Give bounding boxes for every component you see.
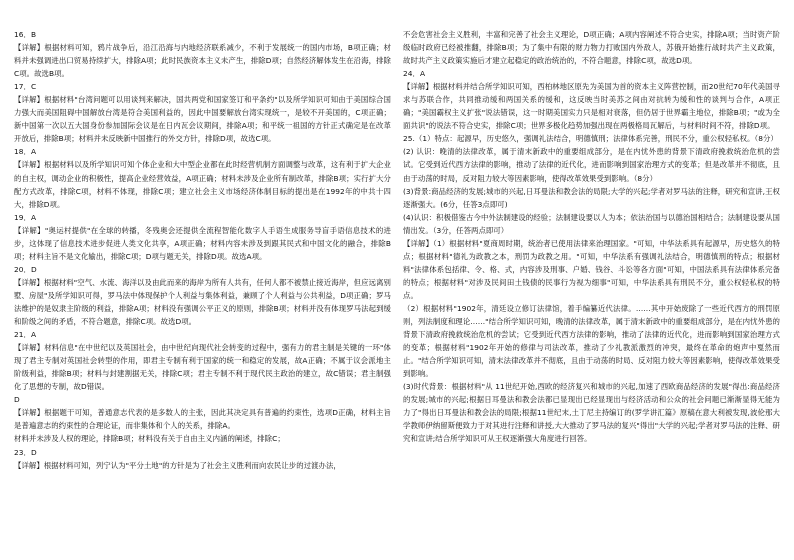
- right-column-paragraph: (4)认识：积极借鉴古今中外法制建设的经验；法制建设要以人为本；依法治国与以德治国相结合；法制建设要从国情出发。（3分，任答两点即可）: [403, 212, 780, 235]
- left-column-paragraph: 16．B: [14, 30, 37, 39]
- right-column-paragraph: 【详解】（1）根据材料"夏商周时期，统治者已使用法律来治理国家。"可知，中华法系具有起源早，历史悠久的特点；根据材料"德礼为政教之本，刑罚为政教之用。"可知，中华法系有强调礼法结合，明德慎刑的特点；根据材料"法律体系包括律、令、格、式，内容涉及刑事、户婚、钱谷、斗讼等各方面"可知，中国法系具有法律体系完备的特点；根据材料"对涉及民间田土钱债的民事行为视为细事"可知，中华法系具有刑民不分，重公权轻私权的特点。: [403, 238, 780, 300]
- left-column-paragraph: 19．A: [14, 212, 37, 222]
- right-column: [403, 28, 780, 560]
- left-column-paragraph: 20．D: [14, 264, 37, 274]
- right-column-paragraph: 24．A: [403, 69, 426, 79]
- right-column-paragraph: （2）根据材料"1902年，清廷设立修订法律馆，着手编纂近代法律。……其中开始废除了一些近代西方的刑罚原则，列法制度和理论……"结合所学知识可知，晚清的法律改革，属于清末新政中的重要组成部分，是在内忧外患的背景下清政府挽救统治危机的尝试；它受到近代西方法律的影响，推动了法律的近代化，进而影响到国家治理方式的变革；根据材料"1902年开始的修律与司法改革，推动了少礼教派激烈的冲突，最终在革命的炮声中戛然而止。"结合所学知识可知，清末法律改革并不彻底，且由于动荡的时局、反对阻力较大等因素影响，使得改革效果受到影响。: [403, 303, 780, 379]
- left-column-paragraph: 【详解】根据材料"台湾问题可以用谈判来解决，国共两党和国家签订和平条约"以及所学知识可知由于美国综合国力强大而美国阻碍中国解放台湾是符合美国利益的，因此中国要解放台湾实现统一，是较不开美国的，C项正确；新中国第一次以五大国身份参加国际会议是在日内瓦会议期间，排除A项；和平统一祖国的方针正式确定是在改革开放后，排除B项；材料并未反映新中国推行的外交方针，排除D项，故选C项。: [14, 95, 391, 144]
- right-column-paragraph: (3)背景:商品经济的发展;城市的兴起,日耳曼法和教会法的局限;大学的兴起;学者对罗马法的注释，研究和宣讲,王权逐渐强大。(6分，任答3点即可): [403, 186, 780, 209]
- right-column-paragraph: 【详解】根据材料并结合所学知识可知，西柏林地区原先为美国为首的资本主义阵营控制，而20世纪70年代美国寻求与苏联合作，共同推动缓和两国关系的缓和，这反映当时美苏之间由对抗转为缓和性的谈判与合作，A项正确；"美国霸权主义扩张"说法错误，这一时期美国实力只是相对衰落，但仍居于世界霸主地位，排除B项；"或为全面共识"的说法不符合史实，排除C项；世界多极化趋势加强出现在两极格局瓦解后，与材料时间不符，排除D项。: [403, 82, 780, 131]
- left-column-paragraph: 【详解】根据材料以及所学知识可知个体企业和大中型企业都在此时经营机制方面调整与改革，这有利于扩大企业的自主权，调动企业的积极性，提高企业经营效益，A项正确；材料未涉及企业所有制改革，排除B项；实行扩大分配方式改革，排除C项，材料不体现，排除C项；建立社会主义市场经济体制目标的提出是在1992年的中共十四大，排除D项。: [14, 160, 391, 209]
- left-column-paragraph: 17．C: [14, 82, 37, 92]
- left-column-paragraph: D: [14, 395, 20, 405]
- left-column: [14, 28, 391, 560]
- left-column-paragraph: 【详解】根据材料可知，鸦片战争后，沿江沿海与内地经济联系减少，不利于发展统一的国内市场，B项正确；材料并未强调进出口贸易持续扩大，排除A项；此时民族资本主义未产生，排除D项；自然经济解体发生在沿海，排除C项。故选B项。: [14, 43, 391, 79]
- left-column-paragraph: 【详解】根据题干可知，普通意志代表的是多数人的主张，因此其决定具有普遍的约束性，选项D正确，材料主旨是普遍意志的约束性的合理论证，而非集体和个人的关系，排除A。: [14, 408, 391, 431]
- right-column-paragraph: (2) 认识：晚清的法律改革，属于清末新政中的重要组成部分，是在内忧外患的背景下清政府挽救统治危机的尝试。它受到近代西方法律的影响，推动了法律的近代化，进而影响到国家治理方式的变革；但是改革并不彻底，且由于动荡的时局，反对阻力较大等因素影响，使得改革效果受到影响。（8分）: [403, 147, 780, 183]
- left-column-paragraph: 21．A: [14, 330, 37, 340]
- right-column-paragraph: (3)时代背景：根据材料"从 11世纪开始,西欧的经济复兴和城市的兴起,加速了西欧商品经济的发展"得出:商品经济的发展;城市的兴起;根据日耳曼法和教会法都已显现出已经显现出与经济活动和公众的社会问题已渐渐显得无能为力了"得出日耳曼法和教会法的局限;根据11世纪末,土丁尼主持编订的(罗学讲汇篇》原稿在意大利被发现,波伦那大学教师伊纳留斯便致力于对其进行注释和讲授,大大推动了罗马法的复兴"得出"大学的兴起;学者对罗马法的注释、研究和宣讲;结合所学知识可从王权逐渐强大角度进行回答。: [403, 382, 780, 444]
- right-column-paragraph: 不会危害社会主义胜利，丰富和完善了社会主义理论，D项正确；A项内容阐述不符合史实，排除A项；当时资产阶级临时政府已经被推翻，排除B项；为了集中有限的财力物力打败国内外敌人，苏俄开始推行战时共产主义政策，故时共产主义政策实施后才建立起稳定的政治统治的，不符合题意，排除C项，故选D项。: [403, 30, 780, 66]
- left-column-paragraph: 【详解】根据材料可知，列宁认为"平分土地"的方针是为了社会主义胜利而向农民让步的过渡办法，: [14, 460, 341, 470]
- left-column-paragraph: 材料并未涉及人权的理论，排除B项；材料没有关于自由主义内涵的阐述，排除C；: [14, 434, 285, 444]
- left-column-paragraph: 【详解】"奥运村提供"在全球的转播，冬残奥会还提供全流程智能化数字人手语生成服务导盲手语信息技术的进步，这体现了信息技术进步促进人类文化共享，A项正确；材料内容未涉及到跟其民式和中国文化的融合，排除B项；材料主旨不是文化输出，排除C项；D项与题无关，排除D项。故选A项。: [14, 225, 391, 261]
- right-column-paragraph: 25.（1）特点：起源早，历史悠久，强调礼法结合，明德慎刑；法律体系完善，刑民不分，重公权轻私权。（8分）: [403, 134, 778, 144]
- left-column-paragraph: 【详解】根据材料"空气、水流、海洋以及由此而来的海岸为所有人共有，任何人都不被禁止接近海岸，但应远离别墅、房屋"及所学知识可得，罗马法中体现保护个人利益与集体利益，兼顾了个人利益与公共利益，D项正确；罗马法维护的是奴隶主阶级的利益，排除A项；材料没有强调公平正义的原则，排除B项；材料并没有体现罗马法起到缓和阶级之间的矛盾，不符合题意，排除C项。故选D项。: [14, 277, 391, 327]
- left-column-paragraph: 23．D: [14, 447, 37, 457]
- left-column-paragraph: 【详解】材料信息"在中世纪以及英国社会，由中世纪向现代社会转变的过程中，强有力的君主制是关键的一环"体现了君主专制对英国社会转型的作用，即君主专制有利于国家的统一和稳定的发展，故A正确；不属于议会派地主阶级利益，排除B项；材料与封建割据无关，排除C项；君主专制不利于现代民主政治的建立，故C错误；君主制强化了思想的专制，故D错误。: [14, 343, 391, 392]
- left-column-paragraph: 18．A: [14, 147, 37, 157]
